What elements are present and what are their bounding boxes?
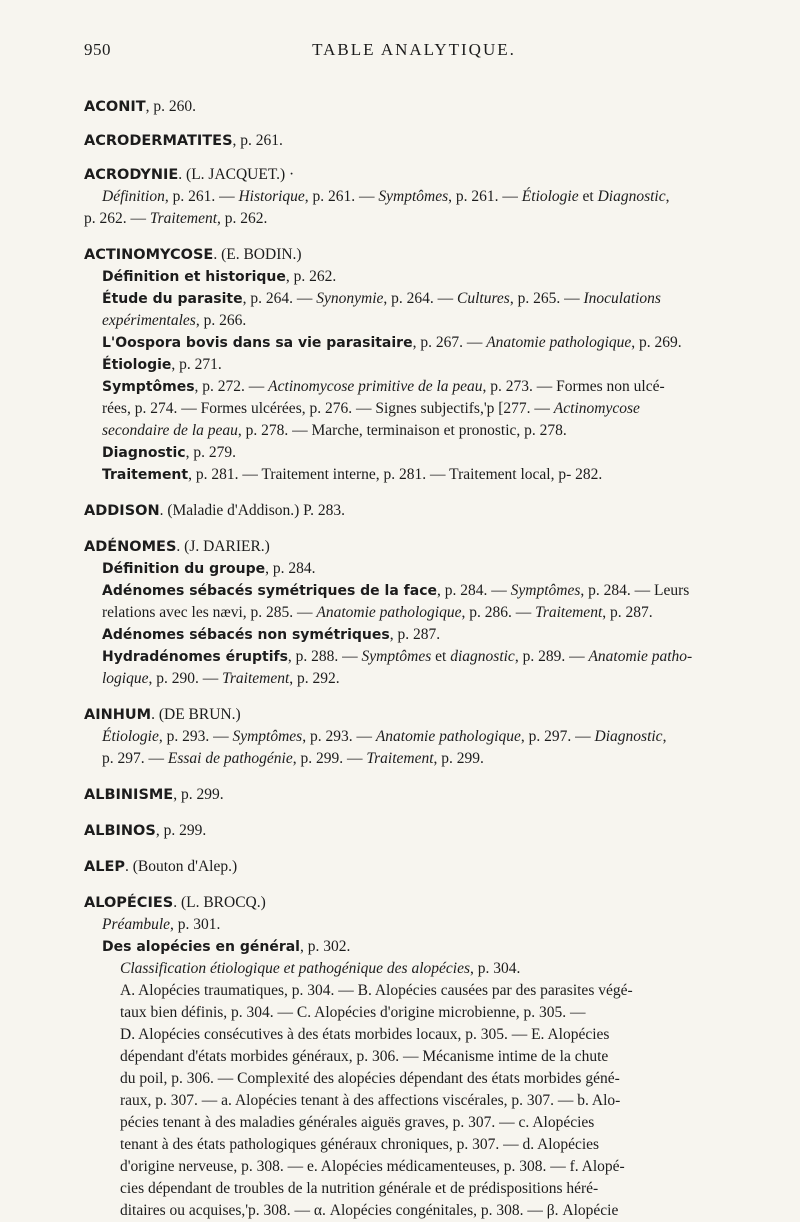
page-number: 950 — [84, 40, 111, 59]
entry-ref: , p. 299. — [173, 786, 224, 803]
entry-adenomes — [84, 536, 750, 690]
entry-alopecies — [84, 892, 750, 1222]
entry-acrodermatites — [84, 130, 750, 152]
entry-albinisme — [84, 784, 750, 806]
subentry-line: expérimentales, p. 266. — [102, 312, 247, 329]
subentry-line: tenant à des états pathologiques généraux chroniques, p. 307. — d. Alopécies — [120, 1136, 600, 1153]
subentry-line: A. Alopécies traumatiques, p. 304. — B. Alopécies causées par des parasites végé- — [120, 982, 633, 999]
headword: ADÉNOMES — [84, 539, 177, 555]
headword: ALOPÉCIES — [84, 895, 174, 911]
entry-alep — [84, 856, 750, 878]
subentry-line: Étiologie, p. 293. — Symptômes, p. 293. — Anatomie pathologique, p. 297. — Diagnostic, — [102, 728, 667, 745]
subentry-line: Définition et historique, p. 262. — [102, 268, 337, 285]
subentry-line: p. 262. — Traitement, p. 262. — [84, 210, 268, 227]
entry-albinos — [84, 820, 750, 842]
headword: ADDISON — [84, 503, 160, 519]
entry-acrodynie — [84, 164, 750, 230]
entry-ref: . (Bouton d'Alep.) — [125, 858, 238, 875]
entry-ref: , p. 299. — [155, 822, 207, 839]
entry-actinomycose — [84, 244, 750, 486]
subentry-line: Diagnostic, p. 279. — [102, 444, 236, 461]
subentry-line: Hydradénomes éruptifs, p. 288. — Symptômes et diagnostic, p. 289. — Anatomie patho- — [102, 648, 693, 665]
subentry-line: Étude du parasite, p. 264. — Synonymie, p. 264. — Cultures, p. 265. — Inoculations — [102, 290, 661, 307]
subentry-line: p. 297. — Essai de pathogénie, p. 299. — Traitement, p. 299. — [102, 750, 484, 767]
subentry-line: Préambule, p. 301. — [102, 916, 221, 933]
subentry-line: pécies tenant à des maladies générales aiguës graves, p. 307. — c. Alopécies — [120, 1114, 595, 1131]
headword: ALBINOS — [84, 823, 156, 839]
subentry-line: Traitement, p. 281. — Traitement interne, p. 281. — Traitement local, p- 282. — [102, 466, 603, 483]
entry-author: . (L. BROCQ.) — [173, 894, 266, 911]
subentry-line: cies dépendant de troubles de la nutrition générale et de prédispositions héré- — [120, 1180, 599, 1197]
subentry-line: Adénomes sébacés non symétriques, p. 287. — [102, 626, 441, 643]
entry-author: . (DE BRUN.) — [151, 706, 241, 723]
entry-author: . (E. BODIN.) — [213, 246, 302, 263]
subentry-line: D. Alopécies consécutives à des états morbides locaux, p. 305. — E. Alopécies — [120, 1026, 610, 1043]
entry-ref: , p. 261. — [232, 132, 283, 149]
entry-author: . (J. DARIER.) — [176, 538, 270, 555]
headword: ACTINOMYCOSE — [84, 247, 214, 263]
subentry-line: Étiologie, p. 271. — [102, 356, 222, 373]
headword: AINHUM — [84, 707, 152, 723]
page-header — [84, 40, 744, 66]
subentry-line: rées, p. 274. — Formes ulcérées, p. 276. — Signes subjectifs,'p [277. — Actinomycose — [102, 400, 640, 417]
headword: ACONIT — [84, 99, 146, 115]
subentry-line: L'Oospora bovis dans sa vie parasitaire, p. 267. — Anatomie pathologique, p. 269. — [102, 334, 682, 351]
subentry-line: Adénomes sébacés symétriques de la face, p. 284. — Symptômes, p. 284. — Leurs — [102, 582, 690, 599]
subentry-line: Définition du groupe, p. 284. — [102, 560, 316, 577]
headword: ACRODERMATITES — [84, 133, 233, 149]
subentry-line: raux, p. 307. — a. Alopécies tenant à des affections viscérales, p. 307. — b. Alo- — [120, 1092, 621, 1109]
subentry-line: logique, p. 290. — Traitement, p. 292. — [102, 670, 340, 687]
entry-addison — [84, 500, 750, 522]
entry-ref: . (Maladie d'Addison.) P. 283. — [159, 502, 345, 519]
subentry-line: Des alopécies en général, p. 302. — [102, 938, 351, 955]
running-title: TABLE ANALYTIQUE. — [312, 40, 516, 59]
entry-author: . (L. JACQUET.) · — [178, 166, 295, 183]
subentry-line: dépendant d'états morbides généraux, p. 306. — Mécanisme intime de la chute — [120, 1048, 609, 1065]
subentry-line: du poil, p. 306. — Complexité des alopécies dépendant des états morbides géné- — [120, 1070, 620, 1087]
entry-ainhum — [84, 704, 750, 770]
headword: ACRODYNIE — [84, 167, 179, 183]
subentry-line: Définition, p. 261. — Historique, p. 261. — Symptômes, p. 261. — Étiologie et Diagnostic, — [102, 188, 670, 205]
subentry-line: secondaire de la peau, p. 278. — Marche, terminaison et pronostic, p. 278. — [102, 422, 567, 439]
subentry-line: Classification étiologique et pathogénique des alopécies, p. 304. — [120, 960, 521, 977]
headword: ALBINISME — [84, 787, 174, 803]
entry-ref: , p. 260. — [145, 98, 196, 115]
headword: ALEP — [84, 859, 125, 875]
subentry-line: d'origine nerveuse, p. 308. — e. Alopécies médicamenteuses, p. 308. — f. Alopé- — [120, 1158, 625, 1175]
subentry-line: relations avec les nævi, p. 285. — Anatomie pathologique, p. 286. — Traitement, p. 287. — [102, 604, 653, 621]
subentry-line: Symptômes, p. 272. — Actinomycose primitive de la peau, p. 273. — Formes non ulcé- — [102, 378, 665, 395]
entry-aconit — [84, 96, 750, 118]
subentry-line: taux bien définis, p. 304. — C. Alopécies d'origine microbienne, p. 305. — — [120, 1004, 586, 1021]
subentry-line: ditaires ou acquises,'p. 308. — α. Alopécies congénitales, p. 308. — β. Alopécie — [120, 1202, 619, 1219]
index-body — [84, 96, 750, 1222]
